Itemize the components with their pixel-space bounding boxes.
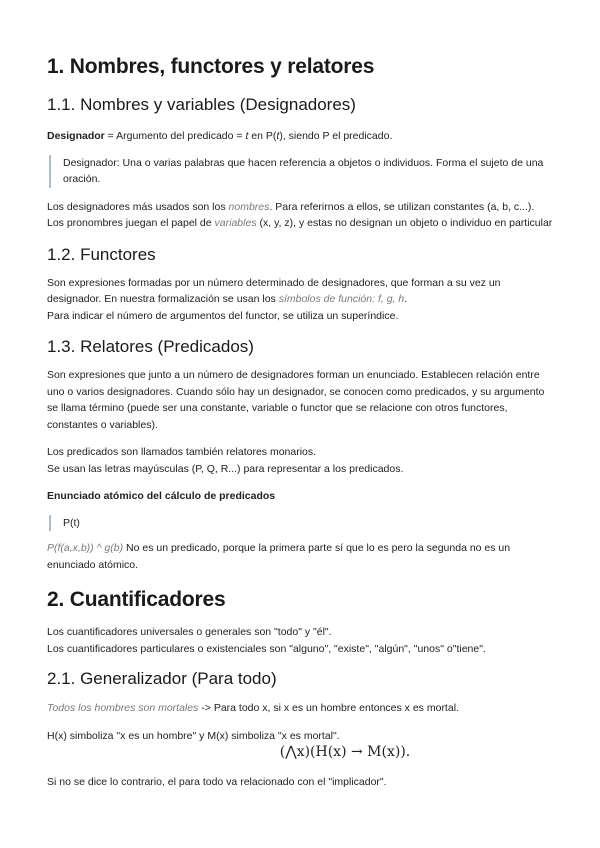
paragraph-no-atomico	[47, 540, 557, 573]
formula-para-todo: (⋀x)(H(x) → M(x)).	[279, 744, 411, 760]
text-fragment: Para indicar el número de argumentos del functor, se utiliza un superíndice.	[47, 309, 399, 322]
text-fragment: -> Para todo x, si x es un hombre entonces x es mortal.	[198, 702, 459, 714]
term-nombres: nombres	[228, 200, 270, 213]
blockquote-designador	[49, 155, 557, 188]
paragraph-predicados	[47, 444, 557, 477]
paragraph-simboliza: H(x) simboliza "x es un hombre" y M(x) simboliza "x es mortal".	[47, 729, 340, 742]
term-simbolos-funcion: símbolos de función: f, g, h	[278, 293, 405, 305]
heading-relatores: 1.3. Relatores (Predicados)	[47, 337, 254, 356]
text-fragment: Los pronombres juegan el papel de	[47, 217, 215, 229]
paragraph-generalizador-ejemplo	[47, 700, 557, 717]
text-fragment: = Argumento del predicado =	[104, 130, 246, 142]
example-todos-hombres: Todos los hombres son mortales	[47, 702, 199, 714]
blockquote-text: P(t)	[63, 516, 80, 529]
paragraph-functores	[47, 275, 557, 325]
text-fragment: No es un predicado, porque la primera parte sí que lo es pero la segunda no es un enunciado atómico.	[47, 542, 511, 571]
text-fragment: Los cuantificadores universales o generales son "todo" y "él".	[47, 626, 332, 638]
formula-no-atomico: P(f(a,x,b)) ^ g(b)	[47, 542, 124, 554]
heading-nombres-functores-relatores: 1. Nombres, functores y relatores	[47, 55, 375, 78]
text-fragment: Los cuantificadores particulares o existenciales son "alguno", "existe", "algún", "unos" o"tiene".	[47, 642, 486, 655]
text-fragment: t	[245, 130, 249, 142]
heading-cuantificadores: 2. Cuantificadores	[47, 588, 226, 611]
heading-functores: 1.2. Functores	[47, 244, 156, 264]
paragraph-implicador: Si no se dice lo contrario, el para todo va relacionado con el "implicador".	[47, 776, 387, 788]
blockquote-text: Designador: Una o varias palabras que hacen referencia a objetos o individuos. Forma el sujeto de una oración.	[63, 156, 544, 185]
text-fragment: Son expresiones formadas por un número determinado de designadores, que forman a su vez un designador. En nuestra formalización se usan los	[47, 276, 501, 305]
text-fragment: Los designadores más usados son los	[47, 200, 229, 213]
term-variables: variables	[214, 217, 257, 229]
paragraph-cuantificadores	[47, 624, 557, 657]
term-designador: Designador	[47, 130, 105, 142]
text-fragment: t	[276, 130, 280, 142]
blockquote-pt	[49, 515, 557, 532]
paragraph-designadores-usados	[47, 199, 557, 232]
heading-generalizador: 2.1. Generalizador (Para todo)	[47, 669, 277, 688]
text-fragment: .	[404, 293, 408, 305]
text-fragment: en P(	[248, 130, 277, 142]
text-fragment: ), siendo P el predicado.	[279, 130, 393, 142]
text-fragment: (x, y, z), y estas no designan un objeto o individuo en particular	[256, 217, 553, 229]
text-fragment: Los predicados son llamados también relatores monarios.	[47, 446, 317, 458]
document-content	[47, 55, 557, 791]
text-fragment: . Para referirnos a ellos, se utilizan constantes (a, b, c...).	[269, 200, 535, 213]
paragraph-designador	[47, 128, 557, 145]
text-fragment: Se usan las letras mayúsculas (P, Q, R...) para representar a los predicados.	[47, 462, 404, 475]
heading-nombres-variables: 1.1. Nombres y variables (Designadores)	[47, 95, 356, 114]
subheading-enunciado-atomico: Enunciado atómico del cálculo de predicados	[47, 490, 276, 502]
paragraph-relatores: Son expresiones que junto a un número de designadores forman un enunciado. Establecen relación entre uno o varios designadores. Cuando sólo hay un designador, se conocen como predicados, y su argumento se llama término (puede ser una constante, variable o functor que se relacione con otros functores, constantes o variables).	[47, 369, 545, 431]
